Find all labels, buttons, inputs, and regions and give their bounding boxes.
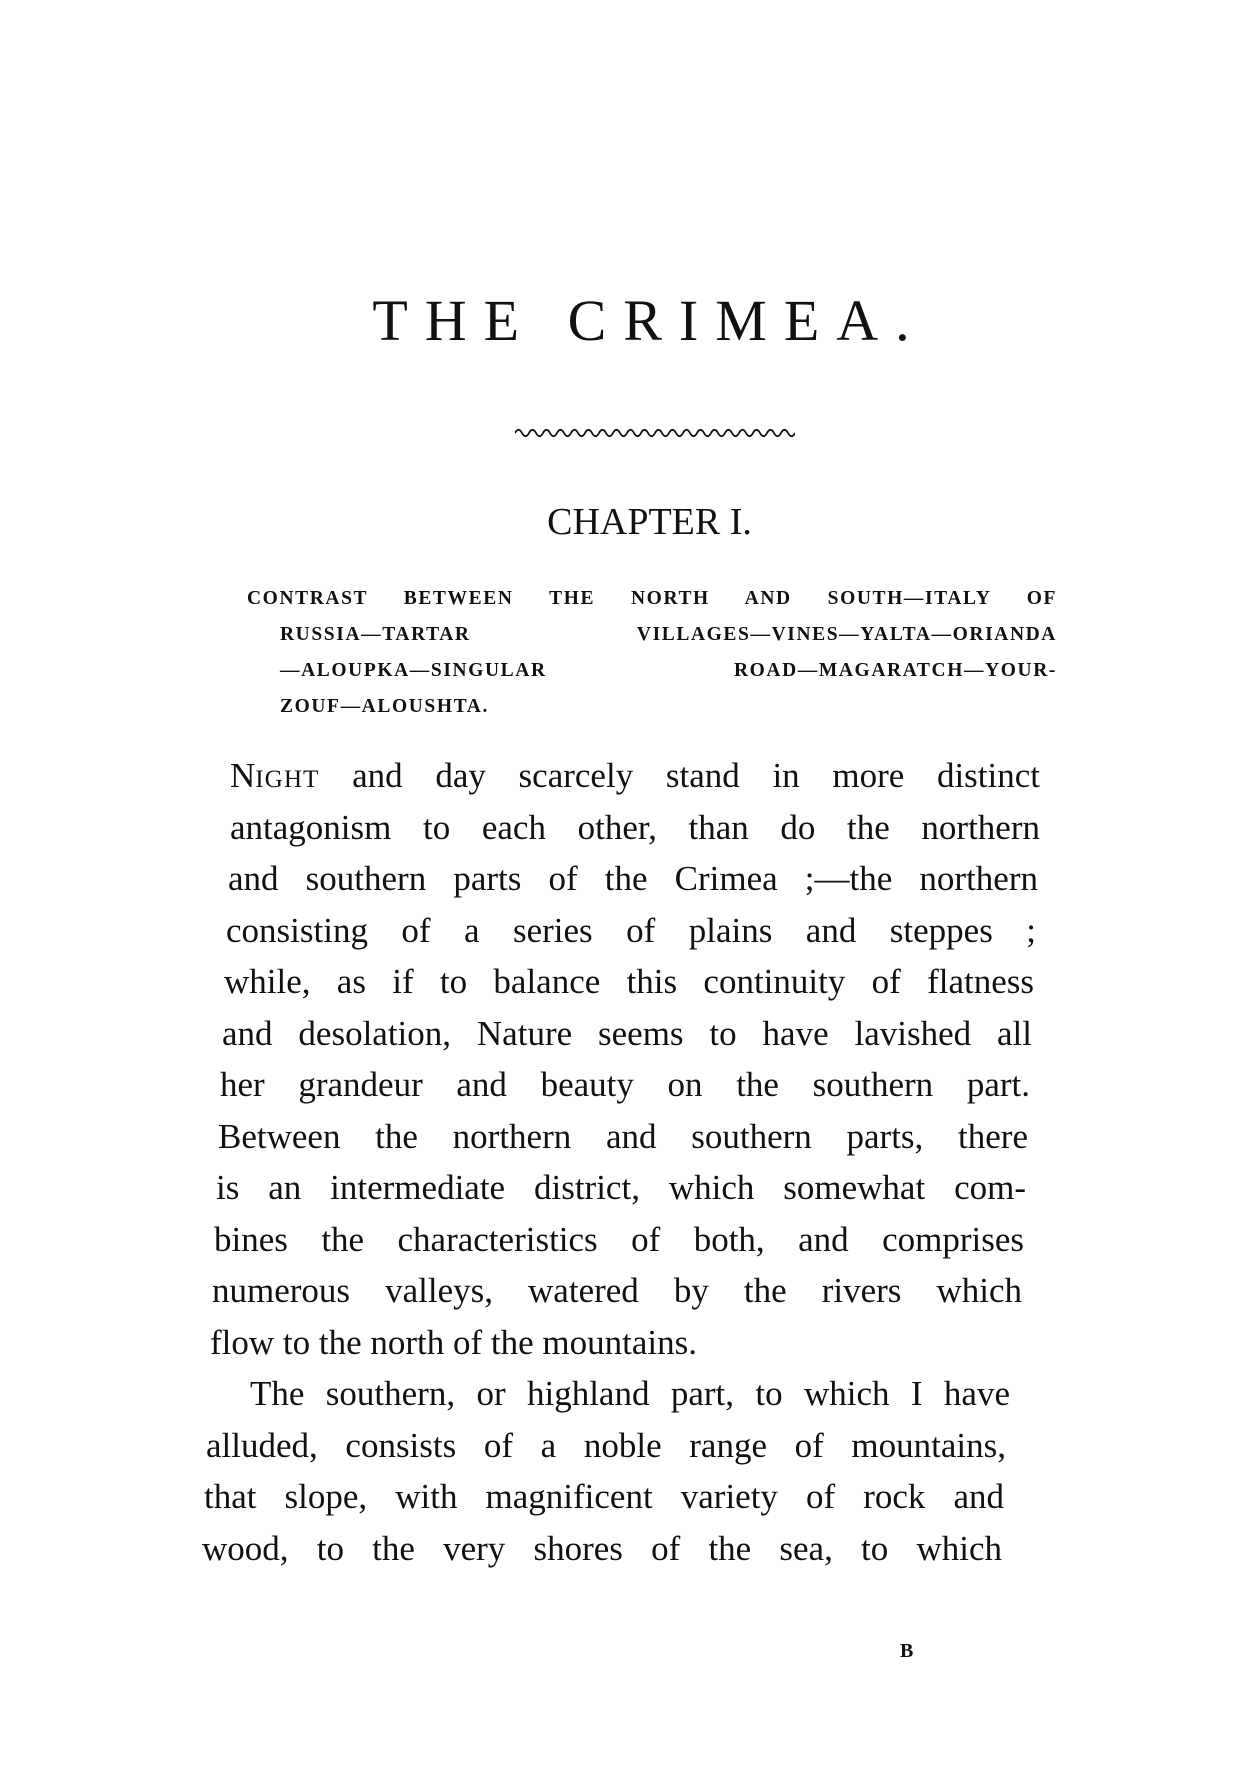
text-line: antagonism to each other, than do the northern [230,807,1040,847]
summary-line: CONTRAST BETWEEN THE NORTH AND SOUTH—ITALY OF [247,588,1057,609]
text-line: flow to the north of the mountains. [210,1322,698,1362]
text-line: Between the northern and southern parts, there [218,1116,1028,1156]
wavy-rule-ornament [515,425,795,441]
text-line: and southern parts of the Crimea ;—the northern [228,859,1038,898]
summary-line: —ALOUPKA—SINGULAR ROAD—MAGARATCH—YOUR- [280,660,1057,681]
paragraph [0,1368,1259,1574]
text-line: wood, to the very shores of the sea, to which [202,1528,1002,1568]
summary-line: RUSSIA—TARTAR VILLAGES—VINES—YALTA—ORIANDA [280,624,1057,645]
text-line: The southern, or highland part, to which I have [250,1374,1010,1413]
summary-line: ZOUF—ALOUSHTA. [280,696,489,717]
text-line: is an intermediate district, which somewhat com- [216,1168,1026,1207]
chapter-body [0,750,1259,1574]
text-line: that slope, with magnificent variety of rock and [204,1477,1004,1516]
text-line: NIGHT and day scarcely stand in more distinct [230,756,1040,795]
chapter-summary [247,581,1057,725]
text-line: alluded, consists of a noble range of mountains, [206,1425,1006,1465]
text-line: bines the characteristics of both, and comprises [214,1219,1024,1259]
signature-mark: B [900,1640,914,1662]
text-line: numerous valleys, watered by the rivers which [212,1271,1022,1310]
book-title: THE CRIMEA. [372,288,927,353]
chapter-heading: CHAPTER I. [547,501,752,543]
paragraph [0,750,1259,1368]
text-line: and desolation, Nature seems to have lavished all [222,1013,1032,1053]
text-line: while, as if to balance this continuity of flatness [224,962,1034,1001]
text-line: consisting of a series of plains and steppes ; [226,910,1036,950]
text-line: her grandeur and beauty on the southern part. [220,1065,1030,1104]
